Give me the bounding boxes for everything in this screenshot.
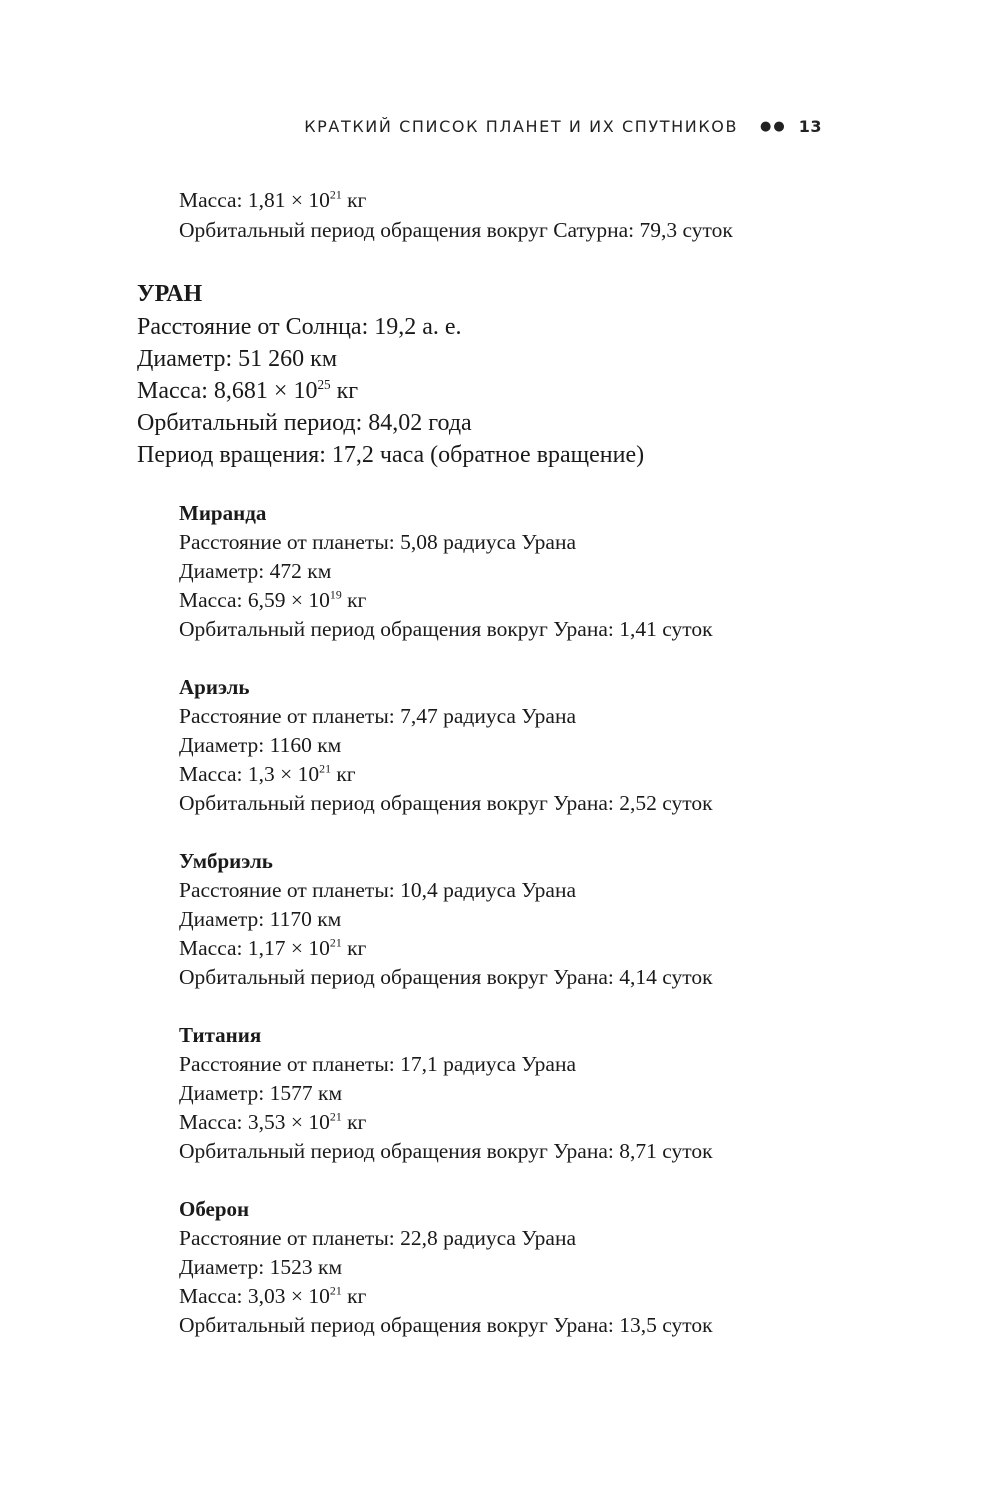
moon-orbital: Орбитальный период обращения вокруг Урана: 8,71 суток (179, 1139, 713, 1163)
mass-exponent: 21 (329, 935, 342, 950)
carryover-orbital: Орбитальный период обращения вокруг Сатурна: 79,3 суток (179, 218, 733, 242)
moon-name: Миранда (179, 501, 267, 525)
moon-orbital: Орбитальный период обращения вокруг Урана: 13,5 суток (179, 1313, 713, 1337)
moon-mass (179, 936, 366, 961)
moon-mass (179, 1284, 366, 1309)
planet-diameter: Диаметр: 51 260 км (137, 346, 338, 372)
mass-exponent: 21 (329, 1109, 342, 1124)
moon-mass (179, 588, 366, 613)
mass-label: Масса: 3,53 × 10 (179, 1110, 330, 1134)
mass-unit: кг (341, 1110, 367, 1134)
mass-label: Масса: 8,681 × 10 (137, 378, 318, 404)
mass-label: Масса: 1,81 × 10 (179, 188, 330, 212)
mass-label: Масса: 1,3 × 10 (179, 762, 320, 786)
mass-unit: кг (330, 762, 356, 786)
running-title: КРАТКИЙ СПИСОК ПЛАНЕТ И ИХ СПУТНИКОВ (304, 117, 739, 136)
mass-exponent: 19 (329, 587, 342, 602)
mass-unit: кг (330, 378, 359, 404)
moon-mass (179, 1110, 366, 1135)
moon-distance: Расстояние от планеты: 5,08 радиуса Урана (179, 530, 576, 554)
moon-diameter: Диаметр: 1160 км (179, 733, 342, 757)
planet-distance: Расстояние от Солнца: 19,2 а. е. (137, 314, 462, 340)
moon-diameter: Диаметр: 1523 км (179, 1255, 343, 1279)
mass-exponent: 21 (329, 1283, 342, 1298)
mass-label: Масса: 1,17 × 10 (179, 936, 330, 960)
moon-mass (179, 762, 356, 787)
mass-label: Масса: 6,59 × 10 (179, 588, 330, 612)
moon-distance: Расстояние от планеты: 10,4 радиуса Урана (179, 878, 576, 902)
moon-orbital: Орбитальный период обращения вокруг Урана: 2,52 суток (179, 791, 713, 815)
planet-orbital: Орбитальный период: 84,02 года (137, 410, 472, 436)
bullet-dots-icon: ●● (760, 119, 787, 134)
mass-exponent: 21 (329, 187, 342, 202)
mass-exponent: 25 (317, 376, 331, 392)
moon-distance: Расстояние от планеты: 7,47 радиуса Урана (179, 704, 576, 728)
planet-heading: УРАН (137, 281, 203, 307)
moon-name: Умбриэль (179, 849, 273, 873)
mass-unit: кг (341, 188, 367, 212)
moon-diameter: Диаметр: 1577 км (179, 1081, 343, 1105)
planet-mass (137, 378, 358, 405)
page-number: 13 (798, 117, 822, 136)
mass-unit: кг (341, 936, 367, 960)
moon-diameter: Диаметр: 472 км (179, 559, 332, 583)
planet-rotation: Период вращения: 17,2 часа (обратное вращение) (137, 442, 645, 468)
moon-diameter: Диаметр: 1170 км (179, 907, 342, 931)
mass-exponent: 21 (319, 761, 331, 776)
moon-name: Оберон (179, 1197, 250, 1221)
moon-distance: Расстояние от планеты: 22,8 радиуса Урана (179, 1226, 576, 1250)
moon-name: Ариэль (179, 675, 250, 699)
mass-label: Масса: 3,03 × 10 (179, 1284, 330, 1308)
mass-unit: кг (341, 1284, 367, 1308)
carryover-mass (179, 188, 366, 213)
mass-unit: кг (341, 588, 367, 612)
moon-orbital: Орбитальный период обращения вокруг Урана: 4,14 суток (179, 965, 713, 989)
moon-name: Титания (179, 1023, 262, 1047)
moon-distance: Расстояние от планеты: 17,1 радиуса Урана (179, 1052, 576, 1076)
moon-orbital: Орбитальный период обращения вокруг Урана: 1,41 суток (179, 617, 713, 641)
running-header (304, 117, 822, 136)
